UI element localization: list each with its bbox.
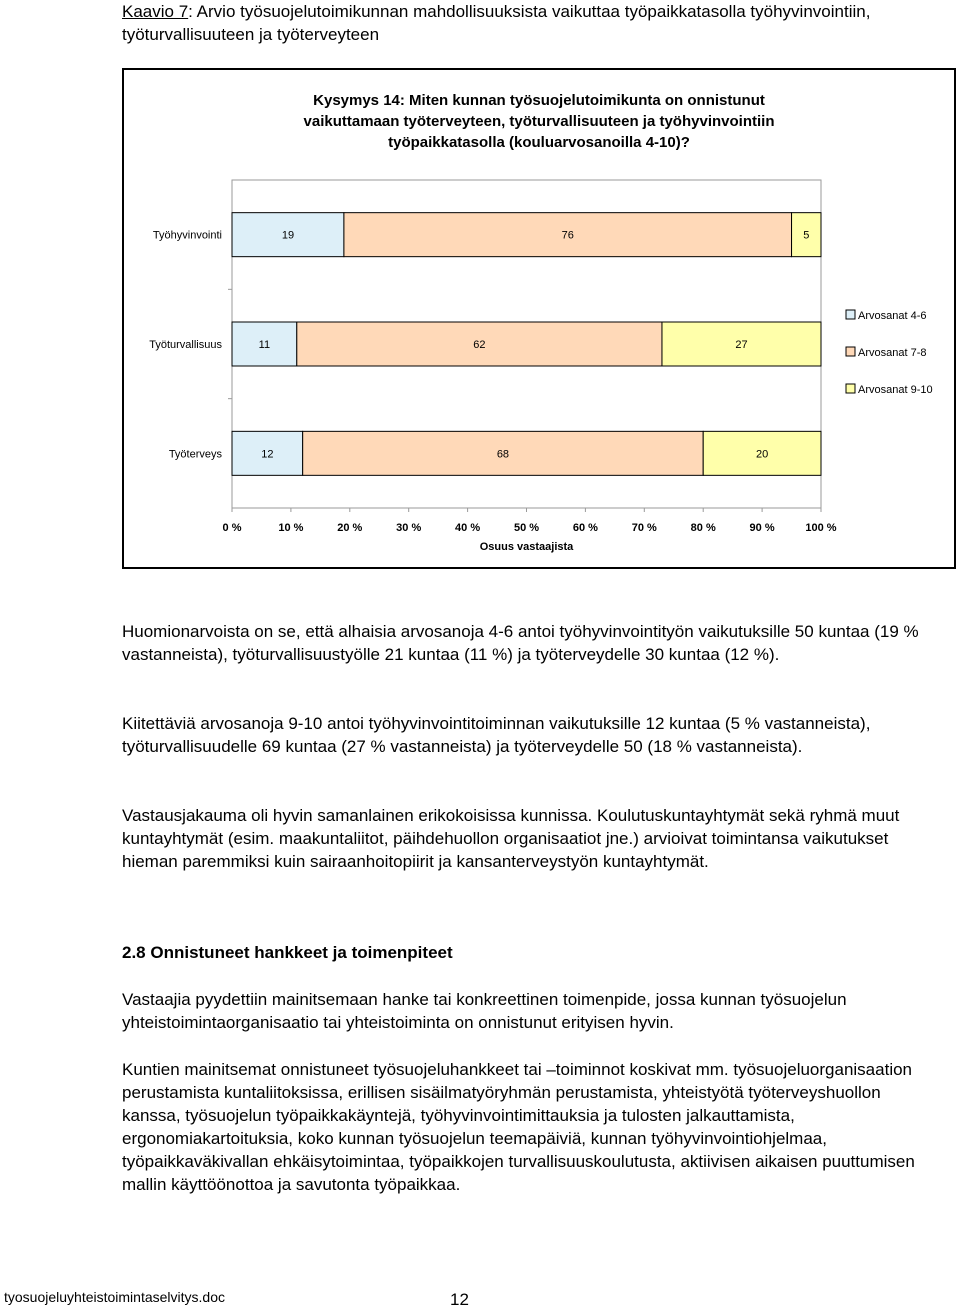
data-label: 68 [496,448,510,461]
paragraph-3: Vastausjakauma oli hyvin samanlainen erikokoisissa kunnissa. Koulutuskuntayhtymät sekä ryhmä muut kuntayhtymät (esim. maakuntaliitot, päihdehuollon organisaatiot jne.) arvioivat toimintansa vaikutukset hieman paremmiksi kuin sairaanhoitopiirit ja kansanterveystyön kuntayhtymät. [122,806,900,871]
paragraph-5: Kuntien mainitsemat onnistuneet työsuojeluhankkeet tai –toiminnot koskivat mm. työsuojeluorganisaation perustamista kuntaliitoksissa, erillisen sisäilmatyöryhmän perustamista, yhteistyötä työterveyshuollon kanssa, työsuojelun työpaikkakäyntejä, työhyvinvointimittauksia ja tulosten jalkauttamista, ergonomiakartoituksia, koko kunnan työsuojelun teemapäiviä, kunnan työhyvinvointiohjelmaa, työpaikkaväkivallan ehkäisytoimintaa, työpaikkojen turvallisuuskoulutusta, aktiivisen aikaisen puuttumisen mallin käyttöönottoa ja savutonta työpaikkaa. [122,1060,915,1194]
data-label: 11 [258,339,271,351]
data-label: 62 [473,339,486,351]
chart-title-line-1: Kysymys 14: Miten kunnan työsuojelutoimikunta on onnistunut [313,92,765,109]
paragraph-1: Huomionarvoista on se, että alhaisia arvosanoja 4-6 antoi työhyvinvointityön vaikutuksille 50 kuntaa (19 % vastanneista), työturvallisuustyölle 21 kuntaa (11 %) ja työterveydelle 30 kuntaa (12 %). [122,622,919,664]
category-label: Työterveys [168,448,222,461]
x-tick-label: 70 % [631,522,657,534]
paragraph-2: Kiitettäviä arvosanoja 9-10 antoi työhyvinvointitoiminnan vaikutuksille 12 kuntaa (5 % vastanneista), työturvallisuudelle 69 kuntaa (27 % vastanneista) ja työterveydelle 50 (18 % vastanneista). [122,714,871,756]
footer-filename: tyosuojeluyhteistoimintaselvitys.doc [4,1289,225,1305]
data-label: 5 [803,229,810,242]
section-heading: 2.8 Onnistuneet hankkeet ja toimenpiteet [122,943,453,962]
chart-title-line-3: työpaikkatasolla (kouluarvosanoilla 4-10)? [388,134,690,151]
x-tick-label: 0 % [222,522,242,534]
x-tick-label: 80 % [690,522,716,534]
figure-caption-label: Kaavio 7 [122,2,189,21]
legend-label: Arvosanat 4-6 [858,310,927,322]
stacked-bar-chart [124,70,954,567]
data-label: 27 [735,339,748,351]
data-label: 76 [561,229,574,242]
data-label: 19 [281,229,295,242]
figure-caption-text: : Arvio työsuojelutoimikunnan mahdollisuuksista vaikuttaa työpaikkatasolla työhyvinvointiin, työturvallisuuteen ja työterveyteen [122,2,871,44]
x-tick-label: 90 % [749,522,775,534]
x-tick-label: 10 % [278,522,304,534]
figure-caption [122,0,922,46]
legend-swatch [846,310,855,319]
category-label: Työturvallisuus [149,339,222,351]
data-label: 20 [755,448,769,461]
x-tick-label: 40 % [455,522,481,534]
chart-frame [122,68,956,569]
legend-label: Arvosanat 7-8 [858,347,927,359]
category-label: Työhyvinvointi [152,229,222,242]
data-label: 12 [261,448,274,461]
legend-swatch [846,384,855,393]
x-tick-label: 100 % [805,522,837,534]
legend-swatch [846,347,855,356]
page-number: 12 [450,1290,469,1309]
x-axis-label: Osuus vastaajista [479,541,574,553]
x-tick-label: 30 % [396,522,422,534]
chart-title-line-2: vaikuttamaan työterveyteen, työturvallisuuteen ja työhyvinvointiin [303,113,775,130]
legend-label: Arvosanat 9-10 [858,384,933,396]
x-tick-label: 20 % [337,522,363,534]
paragraph-4: Vastaajia pyydettiin mainitsemaan hanke tai konkreettinen toimenpide, jossa kunnan työsuojelun yhteistoimintaorganisaatio tai yhteistoiminta on onnistunut erityisen hyvin. [122,990,847,1032]
x-tick-label: 50 % [513,522,540,534]
x-tick-label: 60 % [572,522,598,534]
